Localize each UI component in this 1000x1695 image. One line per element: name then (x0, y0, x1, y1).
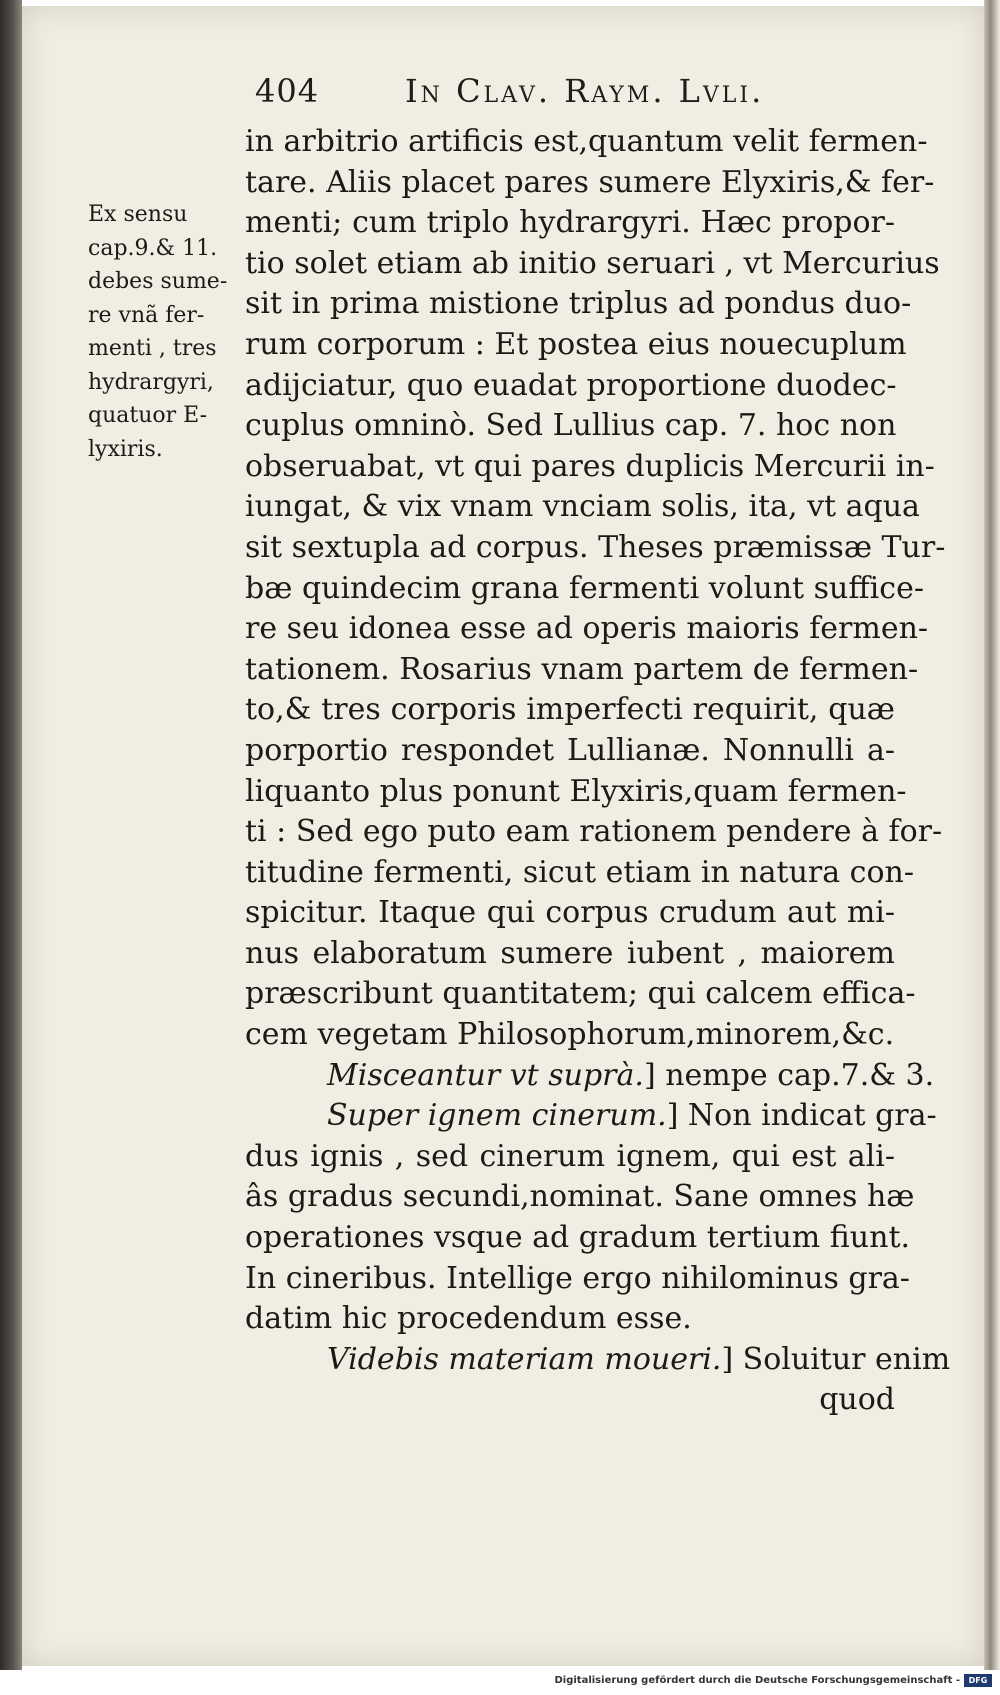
main-text-block (245, 122, 951, 1421)
text-line: menti; cum triplo hydrargyri. Hæc propor- (245, 205, 895, 241)
text-line: re seu idonea esse ad operis maioris fermen- (245, 611, 929, 647)
margin-line: hydrargyri, (88, 369, 214, 395)
paragraph-videbis (245, 1340, 951, 1381)
commentary-text: ] Soluitur enim (721, 1341, 951, 1377)
text-line: tationem. Rosarius vnam partem de fermen- (245, 651, 919, 687)
text-line: nus elaboratum sumere iubent , maiorem (245, 935, 895, 971)
text-line: datim hic procedendum esse. (245, 1301, 692, 1337)
margin-line: menti , tres (88, 336, 217, 361)
text-line: ti : Sed ego puto eam rationem pendere à for- (245, 814, 943, 850)
book-gutter (0, 0, 22, 1670)
text-line: obseruabat, vt qui pares duplicis Mercurii in- (245, 448, 935, 484)
text-line: præscribunt quantitatem; qui calcem effica- (245, 976, 916, 1012)
margin-line: debes sume- (88, 269, 228, 294)
catchword: quod (819, 1382, 895, 1418)
lemma: Misceantur vt suprà. (327, 1057, 644, 1093)
page-edge (984, 0, 1000, 1670)
text-line: cuplus omninò. Sed Lullius cap. 7. hoc non (245, 408, 897, 444)
margin-line: lyxiris. (88, 436, 163, 462)
text-line: to,& tres corporis imperfecti requirit, quæ (245, 692, 895, 728)
page-number: 404 (255, 72, 320, 110)
header-title: In Clav. Raym. Lvli. (405, 72, 765, 110)
paragraph-super-ignem (245, 1096, 937, 1137)
text-line: bæ quindecim grana fermenti volunt suffice- (245, 570, 924, 606)
margin-note (88, 198, 248, 466)
paragraph-misceantur (245, 1056, 935, 1097)
dfg-logo: DFG (964, 1674, 992, 1687)
text-line: cem vegetam Philosophorum,minorem,&c. (245, 1017, 895, 1053)
margin-line: Ex sensu (88, 202, 188, 227)
text-line: In cineribus. Intellige ergo nihilominus gra- (245, 1260, 910, 1296)
text-line: sit in prima mistione triplus ad pondus duo- (245, 286, 912, 322)
digitization-footer (0, 1670, 1000, 1695)
text-line: dus ignis , sed cinerum ignem, qui est ali- (245, 1138, 895, 1174)
commentary-text: ] Non indicat gra- (666, 1098, 937, 1134)
text-line: operationes vsque ad gradum tertium fiunt. (245, 1220, 911, 1256)
text-line: titudine fermenti, sicut etiam in natura con- (245, 854, 914, 890)
text-line: adijciatur, quo euadat proportione duodec- (245, 367, 897, 403)
text-line: rum corporum : Et postea eius nouecuplum (245, 326, 907, 362)
footer-credit: Digitalisierung gefördert durch die Deutsche Forschungsgemeinschaft - (554, 1675, 960, 1686)
text-line: sit sextupla ad corpus. Theses præmissæ Tur- (245, 529, 946, 565)
text-line: âs gradus secundi,nominat. Sane omnes hæ (245, 1179, 915, 1215)
margin-line: quatuor E- (88, 403, 208, 428)
margin-line: cap.9.& 11. (88, 235, 218, 261)
text-line: tio solet etiam ab initio seruari , vt Mercurius (245, 245, 940, 281)
text-line: tare. Aliis placet pares sumere Elyxiris,& fer- (245, 164, 935, 200)
text-line: spicitur. Itaque qui corpus crudum aut mi- (245, 895, 895, 931)
text-line: porportio respondet Lullianæ. Nonnulli a- (245, 732, 895, 768)
text-line: liquanto plus ponunt Elyxiris,quam fermen- (245, 773, 907, 809)
margin-line: re vnã fer- (88, 302, 205, 328)
lemma: Videbis materiam moueri. (327, 1341, 722, 1377)
text-line: in arbitrio artificis est,quantum velit fermen- (245, 124, 928, 159)
lemma: Super ignem cinerum. (327, 1098, 667, 1134)
commentary-text: ] nempe cap.7.& 3. (643, 1057, 935, 1093)
text-line: iungat, & vix vnam vnciam solis, ita, vt aqua (245, 489, 920, 525)
